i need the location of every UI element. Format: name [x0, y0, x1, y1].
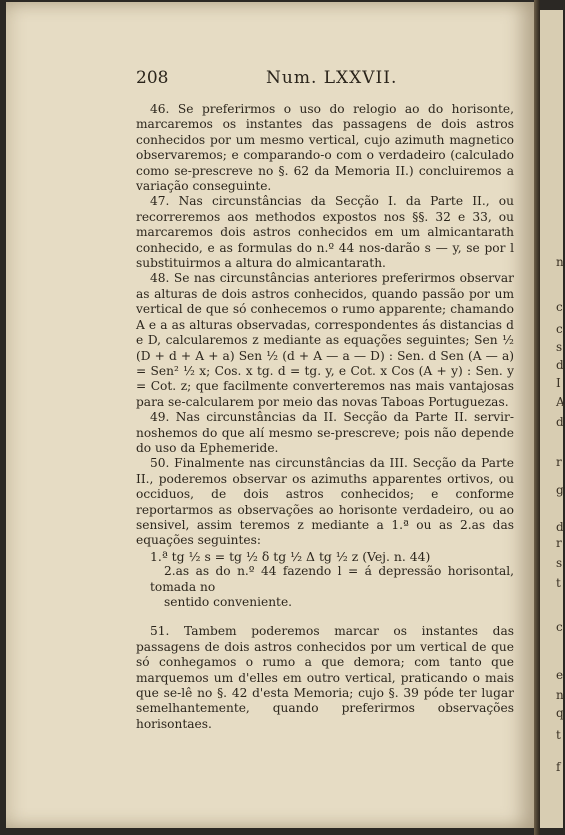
facing-page-letter: c: [556, 620, 563, 634]
facing-page-letter: g: [556, 483, 564, 497]
facing-page-letter: d: [556, 358, 564, 372]
facing-page-letter: r: [556, 455, 562, 469]
paragraph-47: 47. Nas circunstâncias da Secção I. da Parte II., ou recorreremos aos methodos expostos nos §§. 32 e 33, ou marcaremos dois astros conhecidos em um almicantarath conhecido, e as formulas do n.º 44 nos-darão s — y, se por l substituirmos a altura do almicantarath.: [136, 194, 514, 271]
formula-2: [136, 564, 514, 610]
page-number: 208: [136, 68, 169, 88]
paragraph-49: 49. Nas circunstâncias da II. Secção da Parte II. servir-noshemos do que alí mesmo se-prescreve; pois não depende do uso da Ephemeride.: [136, 410, 514, 455]
facing-page-letter: q: [556, 706, 564, 720]
facing-page-letter: n: [556, 688, 564, 702]
formula-2-continuation: sentido conveniente.: [164, 595, 293, 609]
facing-page-letter: c: [556, 300, 563, 314]
facing-page-letter: n: [556, 255, 564, 269]
facing-page-letter: c: [556, 322, 563, 336]
running-title: Num. LXXVII.: [266, 68, 398, 88]
page-header: [126, 68, 526, 90]
paragraph-48: 48. Se nas circunstâncias anteriores preferirmos observar as alturas de dois astros conhecidos, quando passão por um vertical de que só conhecemos o rumo apparente; chamando A e a as alturas observadas, correspondentes ás distancias d e D, calcularemos z mediante as equações seguintes; Sen ½ (D + d + A + a) Sen ½ (d + A — a — D) : Sen. d Sen (A — a) = Sen² ½ x; Cos. x tg. d = tg. y, e Cot. x Cos (A + y) : Sen. y = Cot. z; que facilmente converteremos nas mais vantajosas para se-calcularem por meio das novas Taboas Portuguezas.: [136, 271, 514, 409]
facing-page-letter: s: [556, 340, 563, 354]
paragraph-46: 46. Se preferirmos o uso do relogio ao do horisonte, marcaremos os instantes das passagens de dois astros conhecidos por um mesmo vertical, cujo azimuth magnetico observaremos; e comparando-o com o verdadeiro (calculado como se-prescreve no §. 62 da Memoria II.) concluiremos a variação conseguinte.: [136, 102, 514, 194]
facing-page-letter: e: [556, 668, 564, 682]
facing-page-letter: t: [556, 576, 561, 590]
facing-page-letter: s: [556, 556, 563, 570]
facing-page-letter: t: [556, 728, 561, 742]
facing-page-letter: d: [556, 415, 564, 429]
facing-page-letter: A: [556, 395, 565, 409]
paragraph-51: 51. Tambem poderemos marcar os instantes das passagens de dois astros conhecidos por um vertical de que só conhegamos o rumo a que demora; com tanto que marquemos um d'elles em outro vertical, praticando o mais que se-lê no §. 42 d'esta Memoria; cujo §. 39 póde ter lugar semelhantemente, quando preferirmos observações horisontaes.: [136, 624, 514, 731]
facing-page-letter: I: [556, 376, 561, 390]
formula-2-line: 2.as as do n.º 44 fazendo l = á depressão horisontal, tomada no: [150, 564, 514, 594]
paragraph-50: 50. Finalmente nas circunstâncias da III. Secção da Parte II., poderemos observar os azimuths apparentes ortivos, ou occiduos, de dois astros conhecidos; e conforme reportarmos as observações ao horisonte verdadeiro, ou ao sensivel, assim teremos z mediante a 1.ª ou as 2.as das equações seguintes:: [136, 456, 514, 548]
book-page: [6, 2, 534, 828]
body-text: [136, 102, 514, 732]
facing-page-letter: f: [556, 760, 561, 774]
facing-page-letter: d: [556, 520, 564, 534]
facing-page-letter: r: [556, 536, 562, 550]
formula-1: 1.ª tg ½ s = tg ½ δ tg ½ Δ tg ½ z (Vej. n. 44): [150, 548, 431, 564]
